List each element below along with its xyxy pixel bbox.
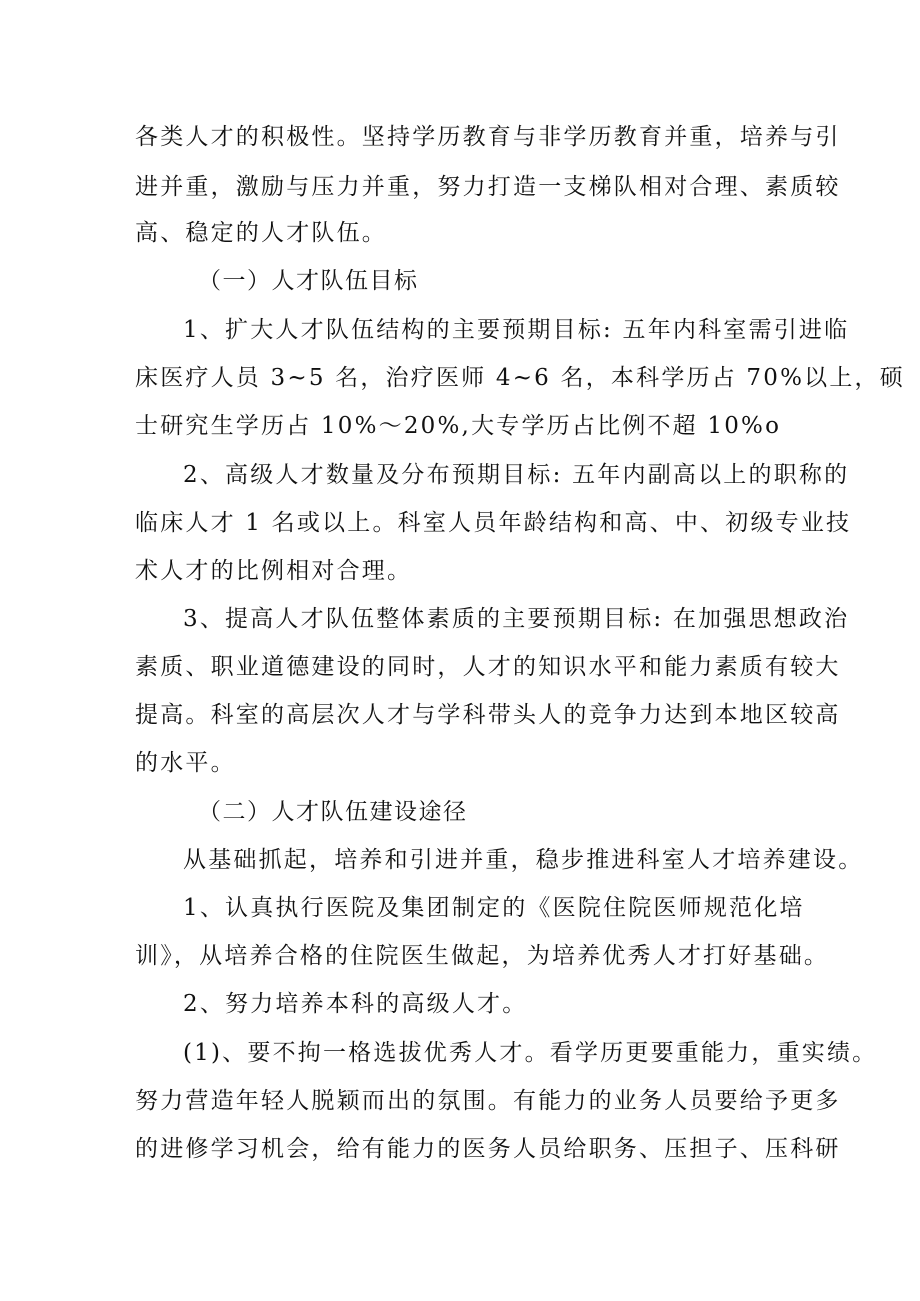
paragraph-line: 术人才的比例相对合理。 bbox=[135, 558, 413, 584]
section-heading: （二）人才队伍建设途径 bbox=[198, 799, 468, 825]
paragraph-line: 3、提高人才队伍整体素质的主要预期目标: 在加强思想政治 bbox=[183, 606, 850, 632]
section-heading: （一）人才队伍目标 bbox=[198, 268, 419, 294]
paragraph-line: 床医疗人员 3~5 名，治疗医师 4~6 名，本科学历占 70%以上，硕 bbox=[135, 365, 905, 391]
paragraph-line: (1)、要不拘一格选拔优秀人才。看学历更要重能力，重实绩。 bbox=[183, 1040, 878, 1066]
paragraph-line: 提高。科室的高层次人才与学科带头人的竞争力达到本地区较高 bbox=[135, 702, 841, 728]
paragraph-line: 进并重，激励与压力并重，努力打造一支梯队相对合理、素质较 bbox=[135, 174, 841, 200]
paragraph-line: 2、努力培养本科的高级人才。 bbox=[183, 991, 528, 1017]
paragraph-line: 素质、职业道德建设的同时，人才的知识水平和能力素质有较大 bbox=[135, 654, 841, 680]
paragraph-line: 的水平。 bbox=[135, 750, 236, 776]
paragraph-line: 士研究生学历占 10%～20%,大专学历占比例不超 10%o bbox=[135, 413, 782, 439]
paragraph-line: 临床人才 1 名或以上。科室人员年龄结构和高、中、初级专业技 bbox=[135, 510, 852, 536]
paragraph-line: 从基础抓起，培养和引进并重，稳步推进科室人才培养建设。 bbox=[183, 847, 864, 873]
paragraph-line: 高、稳定的人才队伍。 bbox=[135, 220, 387, 246]
paragraph-line: 努力营造年轻人脱颖而出的氛围。有能力的业务人员要给予更多 bbox=[135, 1088, 841, 1114]
paragraph-line: 训》，从培养合格的住院医生做起，为培养优秀人才打好基础。 bbox=[135, 943, 830, 969]
paragraph-line: 2、高级人才数量及分布预期目标: 五年内副高以上的职称的 bbox=[183, 462, 850, 488]
paragraph-line: 的进修学习机会，给有能力的医务人员给职务、压担子、压科研 bbox=[135, 1136, 841, 1162]
paragraph-line: 1、认真执行医院及集团制定的《医院住院医师规范化培 bbox=[183, 895, 805, 921]
paragraph-line: 各类人才的积极性。坚持学历教育与非学历教育并重，培养与引 bbox=[135, 124, 841, 150]
paragraph-line: 1、扩大人才队伍结构的主要预期目标: 五年内科室需引进临 bbox=[183, 317, 850, 343]
